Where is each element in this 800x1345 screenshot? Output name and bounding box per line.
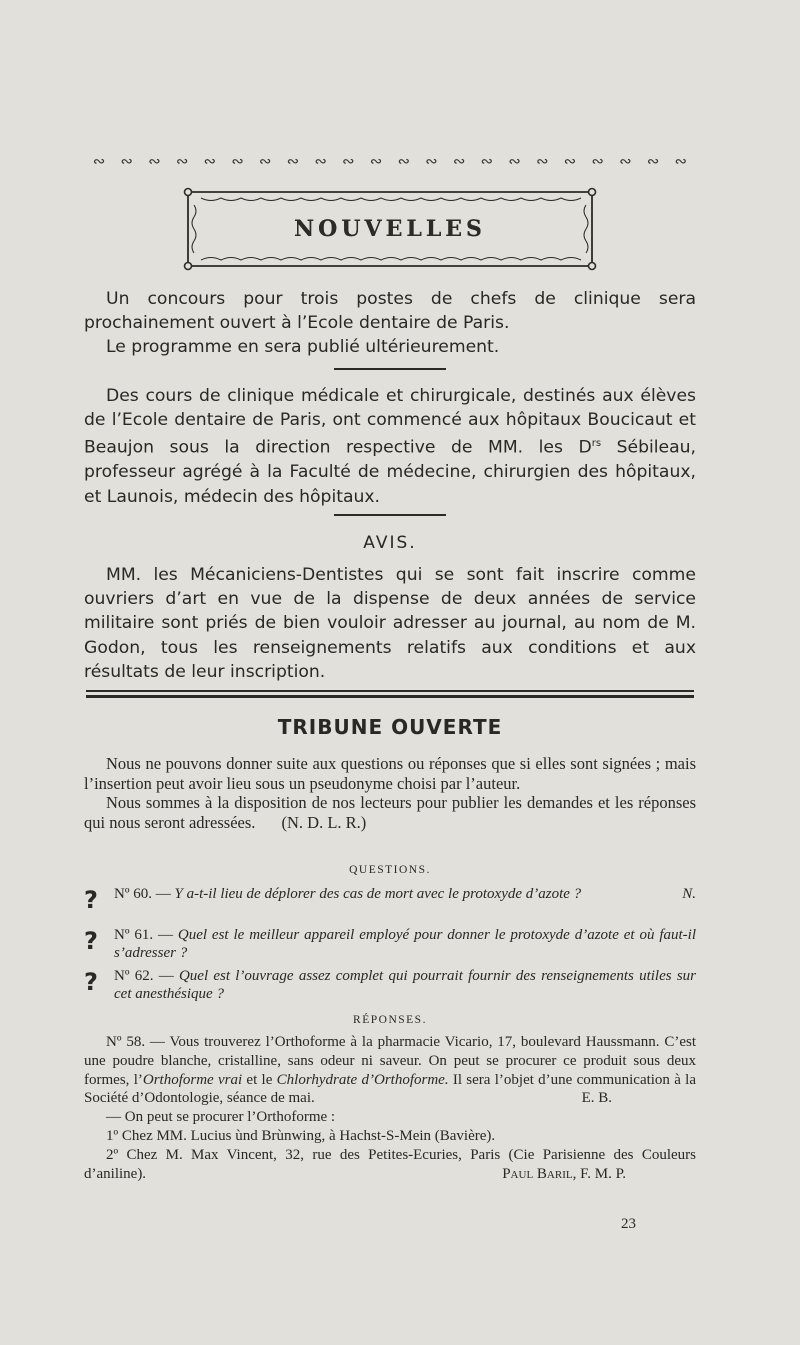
section-title-nouvelles: NOUVELLES <box>294 216 486 242</box>
ornament-icon: ∾ <box>92 152 106 170</box>
ornament-icon: ∾ <box>231 152 244 170</box>
avis-heading: AVIS. <box>363 533 417 553</box>
ornament-icon: ∾ <box>258 152 272 170</box>
question-item: ? Nº 61. — Quel est le meilleur appareil employé pour donner le protoxyde d’azote et où faut-il s’adresser ? <box>84 927 696 961</box>
question-mark-icon: ? <box>84 927 98 955</box>
question-item: ? Nº 60. — Y a-t-il lieu de déplorer des cas de mort avec le protoxyde d’azote ? N. <box>84 886 696 914</box>
page-number: 23 <box>621 1216 636 1232</box>
question-mark-icon: ? <box>84 886 98 914</box>
ornament-icon: ∾ <box>425 152 438 170</box>
questions-heading: QUESTIONS. <box>349 864 431 876</box>
frame-corner-br <box>589 263 596 270</box>
question-mark-icon: ? <box>84 968 98 996</box>
ornament-icon: ∾ <box>508 152 521 170</box>
ornament-icon: ∾ <box>619 152 632 170</box>
paragraph: 2º Chez M. Max Vincent, 32, rue des Petites-Ecuries, Paris (Cie Parisienne des Couleurs d’aniline). Paul Baril, F. M. P. <box>84 1146 696 1182</box>
ornament-icon: ∾ <box>591 152 604 170</box>
signature: E. B. <box>581 1090 612 1107</box>
ornament-icon: ∾ <box>535 152 549 170</box>
ornament-icon: ∾ <box>563 152 577 170</box>
ornament-icon: ∾ <box>148 152 161 170</box>
ornament-icon: ∾ <box>286 152 300 170</box>
paragraph: Nº 58. — Vous trouverez l’Orthoforme à la pharmacie Vicario, 17, boulevard Haussmann. C’est une poudre blanche, cristalline, sans odeur ni saveur. On peut se procurer ce produit sous deux formes, l’Orthoforme vrai et le Chlorhydrate d’Orthoforme. Il sera l’objet d’une communication à la Société d’Odontologie, séance de mai. E. B. <box>84 1034 696 1107</box>
responses-block <box>84 1033 696 1183</box>
ornament-icon: ∾ <box>203 152 217 170</box>
ornament-icon: ∾ <box>646 152 660 170</box>
divider <box>334 368 446 370</box>
paragraph: 1º Chez MM. Lucius ùnd Brùnwing, à Hachst-S-Mein (Bavière). <box>106 1127 496 1144</box>
avis-block <box>84 563 696 684</box>
frame-corner-tl <box>185 189 192 196</box>
ornament-icon: ∾ <box>480 152 494 170</box>
ornament-icon: ∾ <box>120 152 133 170</box>
ornament-icon: ∾ <box>369 152 383 170</box>
paragraph: MM. les Mécaniciens-Dentistes qui se sont fait inscrire comme ouvriers d’art en vue de la dispense de deux années de service militaire sont priés de bien vouloir adresser au journal, au nom de M. Godon, tous les renseignements relatifs aux conditions et aux résultats de leur inscription. <box>84 565 696 682</box>
signature: N. <box>682 886 696 902</box>
double-rule-top <box>86 690 694 692</box>
frame-corner-tr <box>589 189 596 196</box>
ornament-icon: ∾ <box>314 152 327 170</box>
ornament-icon: ∾ <box>452 152 466 170</box>
paragraph: Nous ne pouvons donner suite aux questions ou réponses que si elles sont signées ; mais l’insertion peut avoir lieu sous un pseudonyme choisi par l’auteur. <box>84 754 696 793</box>
ornament-border <box>86 152 694 170</box>
nouvelles-block-1 <box>84 287 696 360</box>
frame-corner-bl <box>185 263 192 270</box>
divider <box>334 514 446 516</box>
tribune-intro <box>84 754 696 832</box>
ornament-icon: ∾ <box>397 152 411 170</box>
ornament-icon: ∾ <box>674 152 688 170</box>
signature: Paul Baril, F. M. P. <box>502 1165 626 1182</box>
editor-note: (N. D. L. R.) <box>281 812 367 832</box>
paragraph: Des cours de clinique médicale et chirurgicale, destinés aux élèves de l’Ecole dentaire de Paris, ont commencé aux hôpitaux Boucicaut et Beaujon sous la direction respective de MM. les $D^{rs}$ Sébileau, professeur agrégé à la Faculté de médecine, chirurgien des hôpitaux, et Launois, médecin des hôpitaux. <box>84 386 697 507</box>
ornament-icon: ∾ <box>342 152 355 170</box>
paragraph: — On peut se procurer l’Orthoforme : <box>106 1109 336 1126</box>
paragraph: Le programme en sera publié ultérieurement. <box>106 337 500 358</box>
paragraph: Nous sommes à la disposition de nos lecteurs pour publier les demandes et les réponses qui nous seront adressées. (N. D. L. R.) <box>84 793 696 832</box>
question-item: ? Nº 62. — Quel est l’ouvrage assez complet qui pourrait fournir des renseignements utiles sur cet anesthésique ? <box>84 968 697 1002</box>
paragraph: Un concours pour trois postes de chefs de clinique sera prochainement ouvert à l’Ecole dentaire de Paris. <box>84 289 696 334</box>
responses-heading: RÉPONSES. <box>353 1014 427 1026</box>
nouvelles-block-2 <box>84 384 696 509</box>
double-rule-bottom <box>86 695 694 698</box>
section-title-tribune: TRIBUNE OUVERTE <box>277 715 503 739</box>
ornament-icon: ∾ <box>175 152 189 170</box>
